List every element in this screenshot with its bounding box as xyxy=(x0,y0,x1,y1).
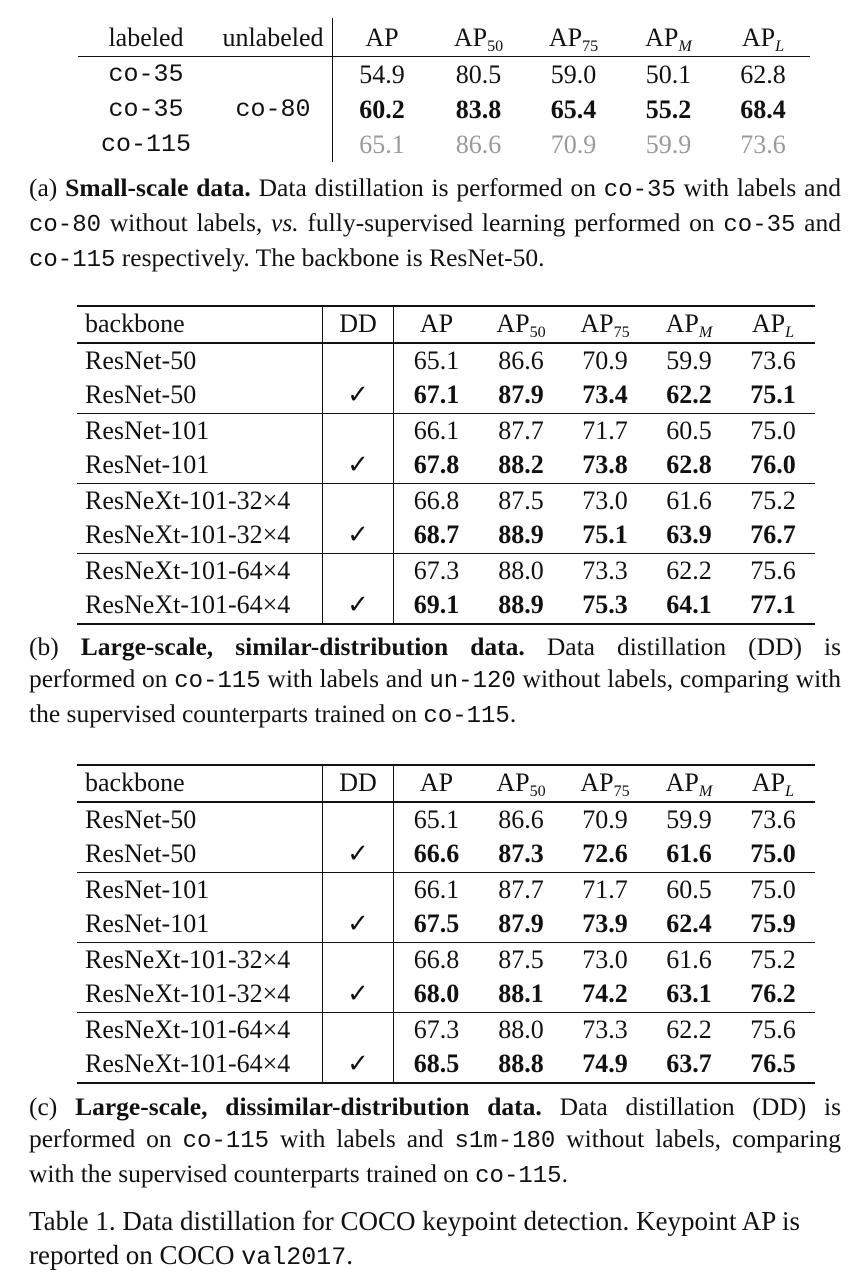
dd-cell xyxy=(323,483,394,518)
value-cell: 66.8 xyxy=(413,944,460,974)
value-cell: 62.8 xyxy=(740,60,786,89)
value-cell: 73.4 xyxy=(582,380,628,409)
table-header-row xyxy=(77,765,815,802)
value-cell: 80.5 xyxy=(455,60,502,89)
table-row xyxy=(77,942,815,977)
header-ap50: $AP_{50}$ xyxy=(431,18,526,57)
value-cell: 76.5 xyxy=(750,1049,796,1078)
value-cell: 68.0 xyxy=(413,979,460,1008)
value-cell: 73.6 xyxy=(750,345,796,375)
dd-cell xyxy=(323,553,394,588)
header-dd: DD xyxy=(323,765,394,802)
header-ap75: $AP_{75}$ xyxy=(580,309,630,341)
value-cell: 73.8 xyxy=(582,450,628,479)
header-ap75: $AP_{75}$ xyxy=(526,18,621,57)
value-cell: 68.4 xyxy=(740,95,786,124)
dd-cell xyxy=(323,872,394,907)
table-row xyxy=(77,977,815,1012)
table-row xyxy=(77,907,815,942)
header-backbone: backbone xyxy=(77,765,323,802)
header-ap: AP xyxy=(333,18,432,57)
backbone-cell: ResNeXt-101-64×4 xyxy=(77,553,323,588)
value-cell: 88.9 xyxy=(498,590,544,619)
value-cell: 73.3 xyxy=(582,1014,628,1044)
value-cell: 87.9 xyxy=(498,380,544,409)
table-row xyxy=(77,343,815,379)
value-cell: 87.7 xyxy=(498,874,544,904)
backbone-cell: ResNet-50 xyxy=(77,378,323,413)
value-cell: 66.6 xyxy=(413,839,460,868)
value-cell: 88.0 xyxy=(498,1014,544,1044)
backbone-cell: ResNet-101 xyxy=(77,413,323,448)
value-cell: 63.7 xyxy=(666,1049,712,1078)
value-cell: 50.1 xyxy=(645,60,692,89)
backbone-cell: ResNeXt-101-32×4 xyxy=(77,977,323,1012)
unlabeled-cell xyxy=(214,57,333,93)
value-cell: 64.1 xyxy=(666,590,712,619)
value-cell: 65.1 xyxy=(413,345,460,375)
labeled-cell: co-35 xyxy=(108,60,184,89)
header-backbone: backbone xyxy=(77,306,323,343)
checkmark-icon: ✓ xyxy=(323,1047,394,1083)
backbone-cell: ResNeXt-101-32×4 xyxy=(77,518,323,553)
header-ap: AP xyxy=(419,309,454,338)
caption-b: (b) Large-scale, similar-distribution data. Data distillation (DD) is performed on co-115 with labels and un-120 without labels, comparing with the supervised counterparts trained on co-115. xyxy=(29,632,842,730)
value-cell: 68.7 xyxy=(413,520,460,549)
value-cell: 62.2 xyxy=(666,555,712,585)
header-apm: $AP_M$ xyxy=(665,309,713,341)
table-row xyxy=(78,127,810,162)
value-cell: 67.1 xyxy=(413,380,460,409)
value-cell: 74.9 xyxy=(582,1049,628,1078)
value-cell: 61.6 xyxy=(666,485,712,515)
value-cell: 59.9 xyxy=(666,345,712,375)
value-cell: 75.0 xyxy=(750,874,796,904)
value-cell: 75.6 xyxy=(750,1014,796,1044)
value-cell: 70.9 xyxy=(582,345,628,375)
checkmark-icon: ✓ xyxy=(323,907,394,942)
dd-cell xyxy=(323,343,394,379)
value-cell: 60.2 xyxy=(333,92,432,127)
backbone-cell: ResNeXt-101-32×4 xyxy=(77,942,323,977)
table-small-scale xyxy=(78,18,810,162)
value-cell: 62.2 xyxy=(666,380,712,409)
checkmark-icon: ✓ xyxy=(323,977,394,1012)
backbone-cell: ResNet-50 xyxy=(77,802,323,838)
value-cell: 88.1 xyxy=(498,979,544,1008)
labeled-cell: co-115 xyxy=(100,130,191,159)
table-row xyxy=(78,57,810,93)
value-cell: 87.9 xyxy=(498,909,544,938)
value-cell: 66.1 xyxy=(413,874,460,904)
dd-cell xyxy=(323,802,394,838)
value-cell: 75.6 xyxy=(750,555,796,585)
value-cell: 62.8 xyxy=(666,450,712,479)
value-cell: 88.9 xyxy=(498,520,544,549)
header-apl: $AP_L$ xyxy=(751,309,795,341)
value-cell: 66.8 xyxy=(413,485,460,515)
table-row xyxy=(78,92,810,127)
value-cell: 73.0 xyxy=(582,944,628,974)
backbone-cell: ResNet-101 xyxy=(77,907,323,942)
value-cell: 70.9 xyxy=(550,130,597,159)
value-cell: 67.3 xyxy=(413,555,460,585)
value-cell: 60.5 xyxy=(666,415,712,445)
checkmark-icon: ✓ xyxy=(323,518,394,553)
value-cell: 87.5 xyxy=(498,485,544,515)
header-apl: $AP_L$ xyxy=(751,768,795,800)
value-cell: 76.7 xyxy=(750,520,796,549)
value-cell: 67.5 xyxy=(413,909,460,938)
table-header-row xyxy=(78,18,810,57)
table-caption: Table 1. Data distillation for COCO keypoint detection. Keypoint AP is reported on COCO val2017. xyxy=(29,1206,801,1272)
value-cell: 73.0 xyxy=(582,485,628,515)
table-row xyxy=(77,588,815,624)
table-dissimilar-distribution xyxy=(77,764,815,1084)
table-header-row xyxy=(77,306,815,343)
value-cell: 83.8 xyxy=(455,95,502,124)
checkmark-icon: ✓ xyxy=(323,378,394,413)
value-cell: 65.1 xyxy=(413,804,460,834)
value-cell: 74.2 xyxy=(582,979,628,1008)
value-cell: 77.1 xyxy=(750,590,796,619)
header-dd: DD xyxy=(323,306,394,343)
backbone-cell: ResNet-101 xyxy=(77,872,323,907)
table-row xyxy=(77,553,815,588)
backbone-cell: ResNeXt-101-64×4 xyxy=(77,1047,323,1083)
value-cell: 71.7 xyxy=(582,874,628,904)
value-cell: 88.8 xyxy=(498,1049,544,1078)
table-row xyxy=(77,518,815,553)
value-cell: 72.6 xyxy=(582,839,628,868)
value-cell: 75.1 xyxy=(582,520,628,549)
backbone-cell: ResNeXt-101-32×4 xyxy=(77,483,323,518)
value-cell: 76.0 xyxy=(750,450,796,479)
value-cell: 63.9 xyxy=(666,520,712,549)
dd-cell xyxy=(323,942,394,977)
value-cell: 65.1 xyxy=(333,127,432,162)
backbone-cell: ResNet-50 xyxy=(77,343,323,379)
backbone-cell: ResNeXt-101-64×4 xyxy=(77,1012,323,1047)
checkmark-icon: ✓ xyxy=(323,448,394,483)
header-ap75: $AP_{75}$ xyxy=(580,768,630,800)
value-cell: 75.9 xyxy=(750,909,796,938)
backbone-cell: ResNet-50 xyxy=(77,837,323,872)
value-cell: 87.5 xyxy=(498,944,544,974)
table-row xyxy=(77,1012,815,1047)
value-cell: 65.4 xyxy=(550,95,597,124)
header-apl: $AP_L$ xyxy=(716,18,810,57)
header-unlabeled: unlabeled xyxy=(214,18,333,57)
value-cell: 67.3 xyxy=(413,1014,460,1044)
backbone-cell: ResNet-101 xyxy=(77,448,323,483)
value-cell: 75.1 xyxy=(750,380,796,409)
value-cell: 87.7 xyxy=(498,415,544,445)
value-cell: 67.8 xyxy=(413,450,460,479)
table-row xyxy=(77,872,815,907)
header-ap: AP xyxy=(419,768,454,797)
table-row xyxy=(77,802,815,838)
table-row xyxy=(77,837,815,872)
value-cell: 59.9 xyxy=(666,804,712,834)
caption-a: (a) Small-scale data. Data distillation is performed on co-35 with labels and co-80 without labels, vs. fully-supervised learning performed on co-35 and co-115 respectively. The backbone is ResNet-50. xyxy=(29,173,841,274)
table-row xyxy=(77,413,815,448)
header-ap50: $AP_{50}$ xyxy=(496,309,546,341)
checkmark-icon: ✓ xyxy=(323,588,394,624)
value-cell: 75.0 xyxy=(750,839,796,868)
value-cell: 73.6 xyxy=(750,804,796,834)
backbone-cell: ResNeXt-101-64×4 xyxy=(77,588,323,624)
header-apm: $AP_M$ xyxy=(621,18,716,57)
value-cell: 54.9 xyxy=(333,57,432,93)
value-cell: 71.7 xyxy=(582,415,628,445)
value-cell: 62.4 xyxy=(666,909,712,938)
table-row xyxy=(77,448,815,483)
value-cell: 87.3 xyxy=(498,839,544,868)
value-cell: 63.1 xyxy=(666,979,712,1008)
table-similar-distribution xyxy=(77,305,815,625)
value-cell: 60.5 xyxy=(666,874,712,904)
value-cell: 62.2 xyxy=(666,1014,712,1044)
caption-c: (c) Large-scale, dissimilar-distribution data. Data distillation (DD) is performed on co-115 with labels and s1m-180 without labels, comparing with the supervised counterparts trained on co-115. xyxy=(29,1092,841,1190)
value-cell: 86.6 xyxy=(455,130,502,159)
value-cell: 66.1 xyxy=(413,415,460,445)
value-cell: 75.0 xyxy=(750,415,796,445)
value-cell: 68.5 xyxy=(413,1049,460,1078)
value-cell: 88.2 xyxy=(498,450,544,479)
value-cell: 70.9 xyxy=(582,804,628,834)
header-ap50: $AP_{50}$ xyxy=(496,768,546,800)
table-row xyxy=(77,378,815,413)
table-row xyxy=(77,1047,815,1083)
value-cell: 55.2 xyxy=(645,95,692,124)
value-cell: 75.2 xyxy=(750,485,796,515)
labeled-cell: co-35 xyxy=(108,95,184,124)
value-cell: 61.6 xyxy=(666,944,712,974)
dd-cell xyxy=(323,1012,394,1047)
value-cell: 69.1 xyxy=(413,590,460,619)
dd-cell xyxy=(323,413,394,448)
value-cell: 75.3 xyxy=(582,590,628,619)
header-apm: $AP_M$ xyxy=(665,768,713,800)
value-cell: 73.3 xyxy=(582,555,628,585)
unlabeled-cell xyxy=(214,127,333,162)
value-cell: 59.9 xyxy=(645,130,692,159)
table-row xyxy=(77,483,815,518)
checkmark-icon: ✓ xyxy=(323,837,394,872)
value-cell: 59.0 xyxy=(550,60,597,89)
value-cell: 75.2 xyxy=(750,944,796,974)
value-cell: 76.2 xyxy=(750,979,796,1008)
value-cell: 73.9 xyxy=(582,909,628,938)
value-cell: 88.0 xyxy=(498,555,544,585)
value-cell: 61.6 xyxy=(666,839,712,868)
unlabeled-cell: co-80 xyxy=(235,95,311,124)
value-cell: 86.6 xyxy=(498,804,544,834)
value-cell: 73.6 xyxy=(740,130,786,159)
header-labeled: labeled xyxy=(78,18,214,57)
value-cell: 86.6 xyxy=(498,345,544,375)
